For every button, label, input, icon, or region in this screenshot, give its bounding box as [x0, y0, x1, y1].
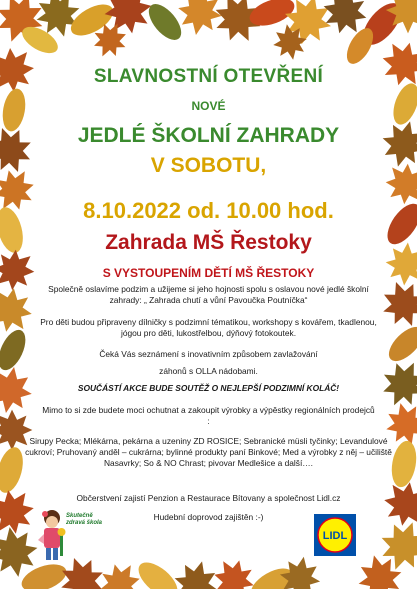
paragraph-vendors-list: Sirupy Pecka; Mlékárna, pekárna a uzeniny ZD ROSICE; Sebranické müsli tyčinky; Levandulové cukroví; Pruhovaný anděl – cukrárna; bylinné produkty paní Binkové; Med a výrobky z něj – učiliště Nasavrky; So & NO Chrast; pivovar Medlešice a další…. [25, 436, 392, 468]
headline-opening: SLAVNOSTNÍ OTEVŘENÍ [93, 66, 324, 87]
irrigation-line-1: Čeká Vás seznámení s inovativním způsobem zavlažování [99, 349, 318, 359]
paragraph-music: Hudební doprovod zajištěn :-) [153, 512, 264, 522]
paragraph-vendors-intro: Mimo to si zde budete moci ochutnat a zakoupit výrobky a výpěstky regionálních prodejců : [42, 405, 375, 426]
paragraph-refreshments: Občerstvení zajistí Penzion a Restaurace Bítovany a společnost Lidl.cz [76, 493, 341, 503]
paragraph-activities: Pro děti budou připraveny dílničky s podzimní tématikou, workshopy s kovářem, tkadlenou, jógou pro děti, lukostřelbou, dýňový fotokoutek. [40, 317, 377, 338]
headline-saturday: V SOBOTU, [150, 154, 267, 177]
lidl-logo-text: LIDL [322, 530, 348, 542]
event-subtitle: S VYSTOUPENÍM DĚTÍ MŠ ŘESTOKY [102, 266, 315, 280]
lidl-logo [314, 514, 356, 556]
headline-new: NOVÉ [191, 99, 226, 113]
headline-garden: JEDLÉ ŠKOLNÍ ZAHRADY [77, 124, 340, 147]
healthy-school-logo-text: Skutečně zdravá škola [66, 513, 103, 526]
paragraph-irrigation [40, 349, 377, 377]
paragraph-contest: SOUČÁSTÍ AKCE BUDE SOUTĚŽ O NEJLEPŠÍ PODZIMNÍ KOLÁČ! [77, 383, 340, 393]
event-venue: Zahrada MŠ Řestoky [105, 231, 312, 254]
paragraph-intro: Společně oslavíme podzim a užijeme si jeho hojnosti spolu s oslavou nové jedlé školní zahrady: „ Zahrada chutí a vůní Pavoučka Poutníčka“ [48, 284, 369, 305]
irrigation-line-2: záhonů s OLLA nádobami. [159, 366, 258, 376]
event-datetime: 8.10.2022 od. 10.00 hod. [83, 198, 334, 223]
